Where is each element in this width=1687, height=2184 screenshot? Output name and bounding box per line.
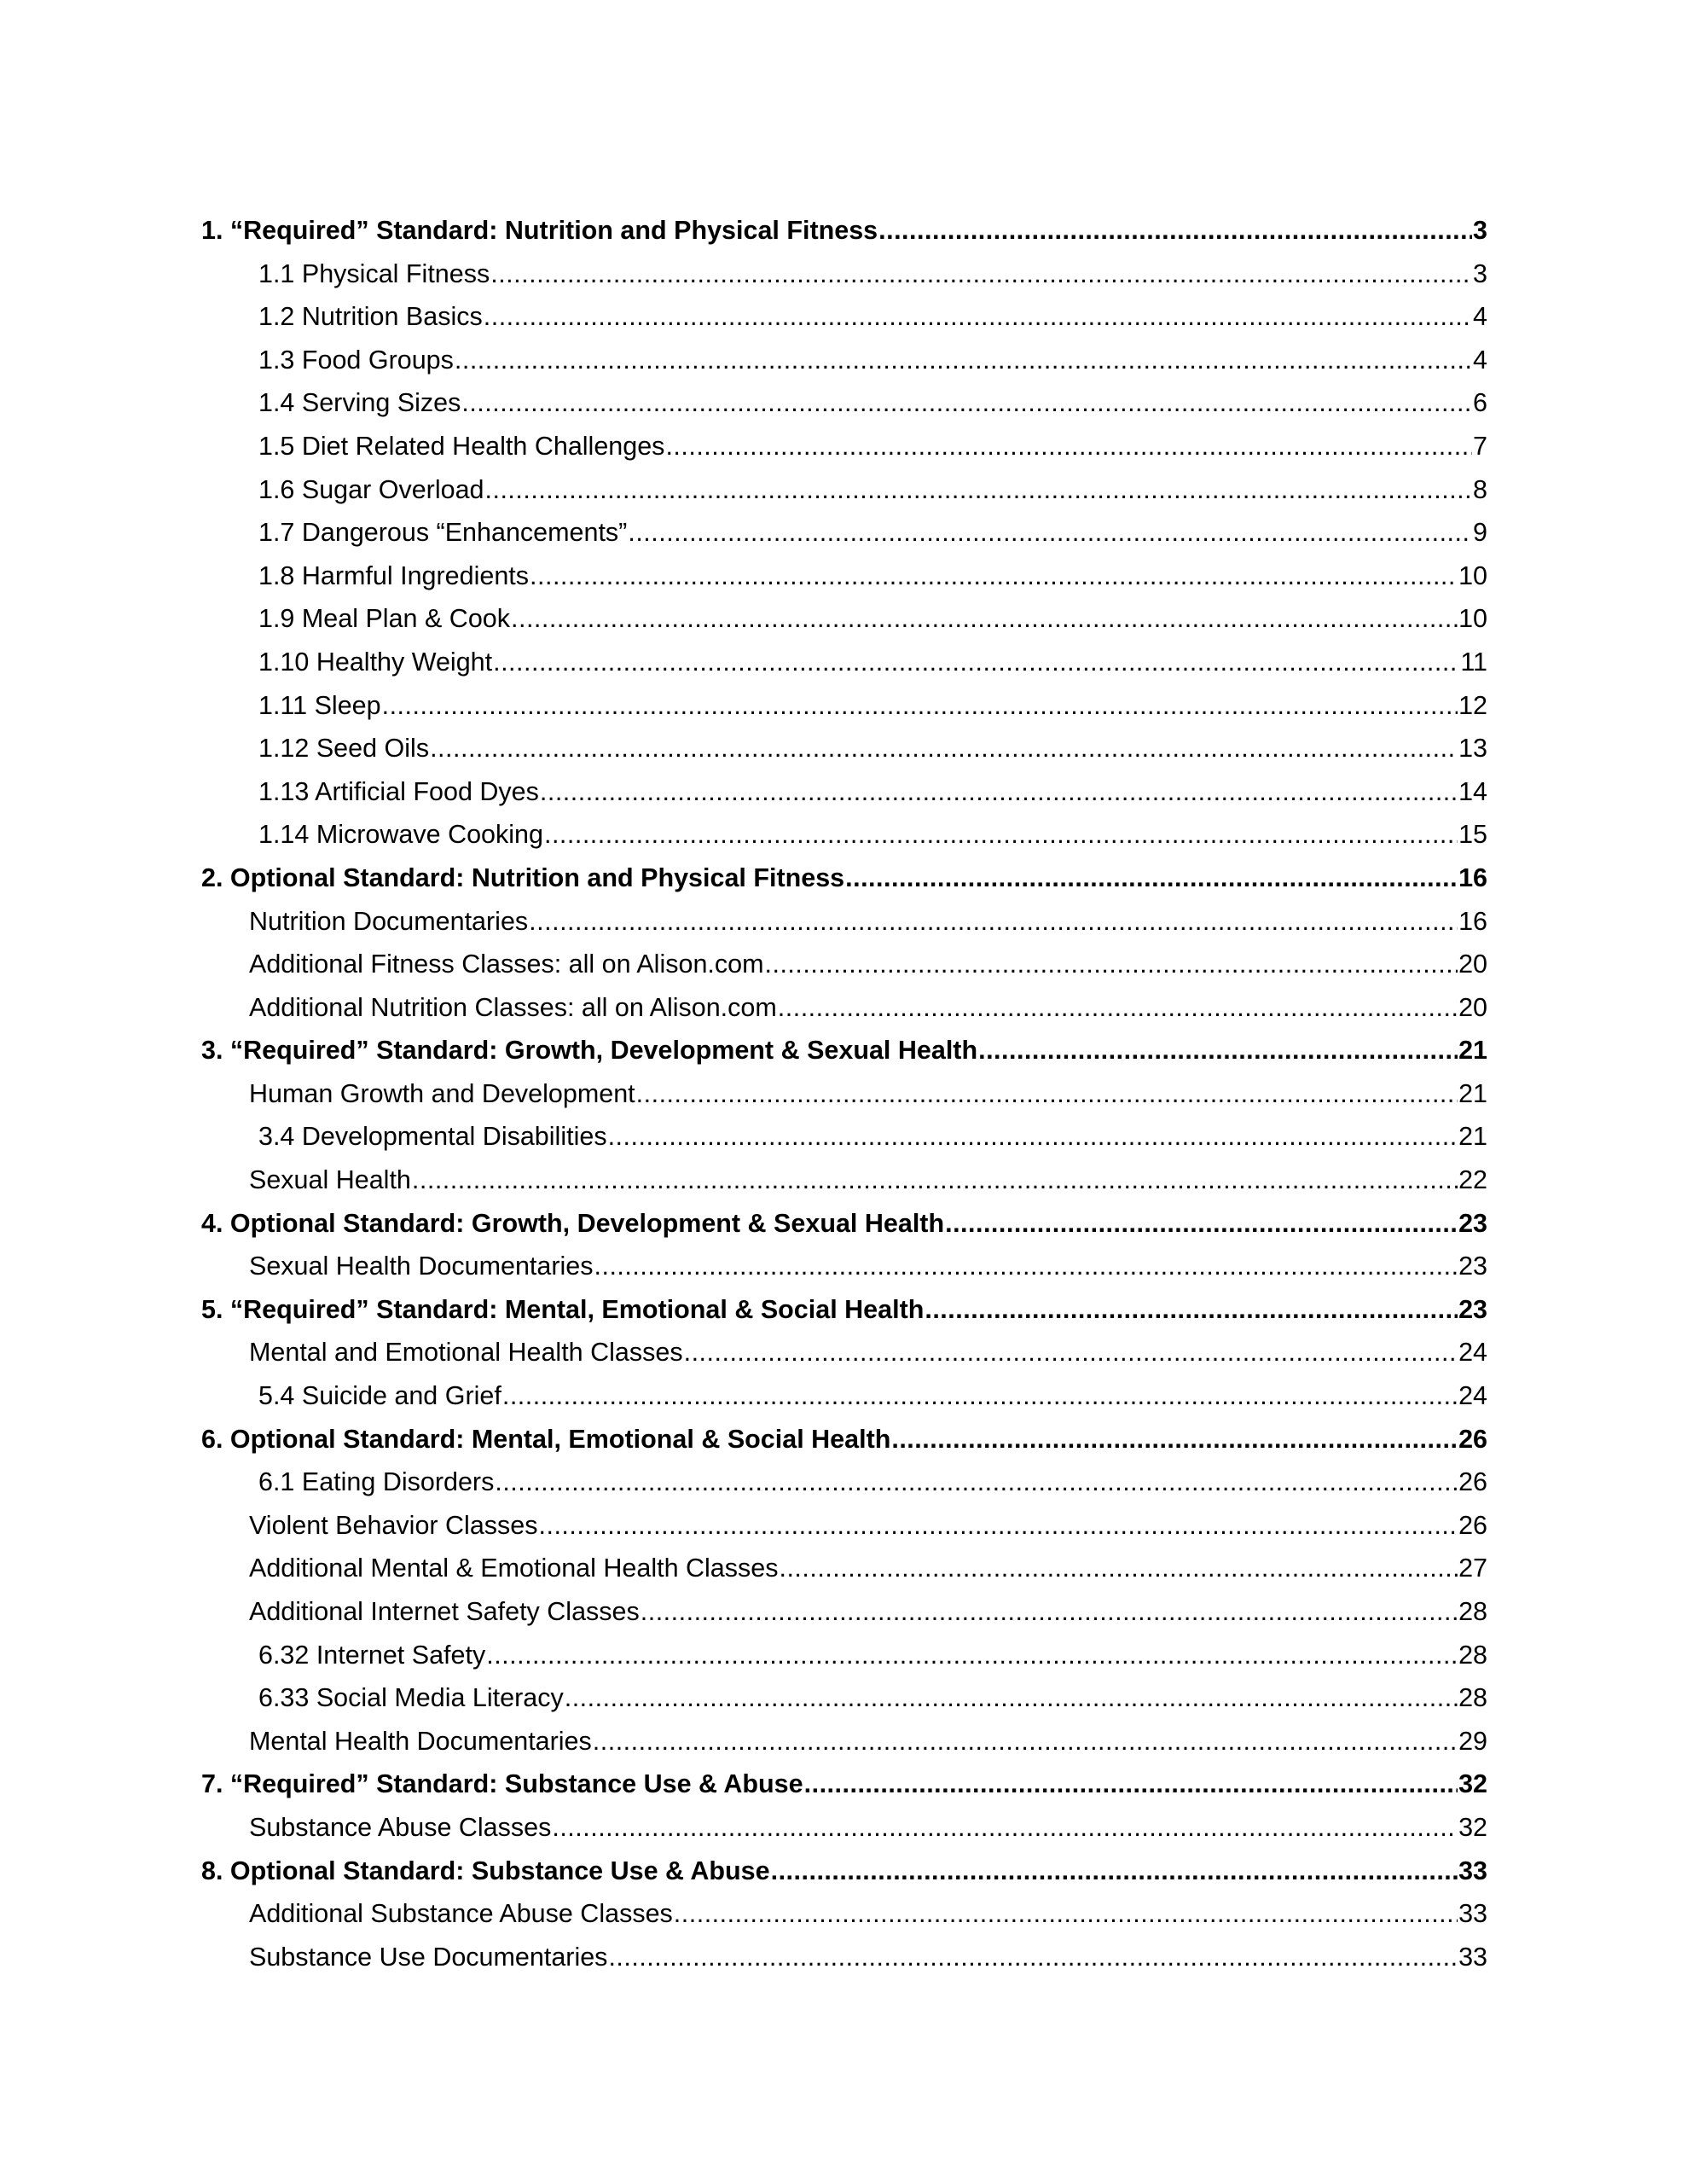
toc-subsection-entry[interactable] [201,1159,1487,1202]
toc-dot-leader [540,770,1458,814]
toc-subsection-entry[interactable] [201,339,1487,382]
toc-entry-title: Human Growth and Development [249,1078,635,1108]
toc-entry-page-number: 28 [1458,1683,1487,1713]
toc-entry-page-number: 16 [1458,906,1487,936]
toc-entry-title: 6. Optional Standard: Mental, Emotional & Social Health [201,1424,891,1454]
toc-entry-title: 5.4 Suicide and Grief [258,1381,501,1411]
toc-entry-page-number: 32 [1458,1812,1487,1842]
toc-section-heading[interactable] [201,1418,1487,1461]
toc-entry-title: Mental Health Documentaries [249,1726,592,1756]
toc-entry-title: 1.11 Sleep [258,690,381,720]
toc-dot-leader [485,468,1473,512]
toc-entry-title: Additional Mental & Emotional Health Classes [249,1554,779,1583]
toc-subsection-entry[interactable] [201,381,1487,425]
toc-entry-page-number: 26 [1458,1510,1487,1540]
table-of-contents [201,209,1487,1978]
toc-section-heading[interactable] [201,1850,1487,1893]
toc-entry-page-number: 4 [1473,302,1487,332]
toc-entry-title: Substance Use Documentaries [249,1942,608,1972]
toc-entry-title: 8. Optional Standard: Substance Use & Abuse [201,1856,770,1885]
toc-entry-page-number: 28 [1458,1597,1487,1626]
toc-dot-leader [608,1936,1458,1979]
toc-entry-title: Nutrition Documentaries [249,906,529,936]
toc-entry-page-number: 10 [1458,561,1487,590]
toc-dot-leader [455,339,1472,382]
toc-entry-page-number: 24 [1458,1338,1487,1368]
toc-entry-page-number: 21 [1458,1036,1487,1066]
toc-dot-leader [552,1806,1458,1850]
toc-subsection-entry[interactable] [201,770,1487,814]
toc-entry-page-number: 21 [1458,1122,1487,1152]
toc-section-heading[interactable] [201,209,1487,253]
toc-dot-leader [412,1159,1458,1202]
toc-section-heading[interactable] [201,1288,1487,1332]
toc-dot-leader [804,1763,1458,1806]
toc-subsection-entry[interactable] [201,1806,1487,1850]
toc-dot-leader [529,900,1458,944]
toc-dot-leader [484,295,1472,339]
toc-entry-title: 4. Optional Standard: Growth, Development & Sexual Health [201,1208,945,1238]
toc-entry-title: 1.2 Nutrition Basics [258,302,483,332]
toc-dot-leader [486,1634,1458,1677]
toc-dot-leader [641,1590,1458,1634]
toc-subsection-entry[interactable] [201,1504,1487,1548]
toc-entry-title: Sexual Health [249,1165,411,1195]
toc-entry-page-number: 32 [1458,1769,1487,1799]
toc-entry-page-number: 3 [1473,216,1487,245]
toc-section-heading[interactable] [201,857,1487,900]
toc-entry-page-number: 3 [1473,258,1487,288]
toc-entry-title: 1.6 Sugar Overload [258,474,484,504]
toc-dot-leader [461,381,1472,425]
toc-dot-leader [430,727,1458,770]
toc-dot-leader [495,1461,1458,1504]
toc-entry-title: 1.1 Physical Fitness [258,258,490,288]
toc-subsection-entry[interactable] [201,813,1487,857]
toc-subsection-entry[interactable] [201,641,1487,684]
toc-entry-page-number: 22 [1458,1165,1487,1195]
toc-dot-leader [878,209,1472,253]
toc-entry-title: 3.4 Developmental Disabilities [258,1122,607,1152]
toc-dot-leader [530,555,1458,598]
toc-section-heading[interactable] [201,1029,1487,1072]
toc-entry-page-number: 21 [1458,1078,1487,1108]
toc-subsection-entry[interactable] [201,597,1487,641]
toc-entry-page-number: 4 [1473,345,1487,375]
toc-section-heading[interactable] [201,1763,1487,1806]
toc-subsection-entry[interactable] [201,511,1487,555]
toc-subsection-entry[interactable] [201,986,1487,1030]
toc-entry-page-number: 20 [1458,992,1487,1022]
toc-dot-leader [945,1202,1458,1246]
toc-dot-leader [382,684,1458,728]
toc-entry-title: 5. “Required” Standard: Mental, Emotional & Social Health [201,1294,925,1324]
toc-entry-page-number: 8 [1473,474,1487,504]
toc-entry-title: 1.13 Artificial Food Dyes [258,776,539,806]
toc-dot-leader [490,253,1472,296]
toc-entry-page-number: 10 [1458,604,1487,634]
toc-entry-page-number: 26 [1458,1467,1487,1497]
toc-entry-page-number: 15 [1458,820,1487,850]
toc-dot-leader [502,1374,1458,1418]
toc-entry-page-number: 23 [1458,1252,1487,1281]
toc-dot-leader [511,597,1458,641]
toc-entry-title: 1.8 Harmful Ingredients [258,561,530,590]
toc-subsection-entry[interactable] [201,1331,1487,1374]
toc-subsection-entry[interactable] [201,253,1487,296]
toc-entry-title: Additional Substance Abuse Classes [249,1899,673,1929]
toc-entry-title: 1.12 Seed Oils [258,734,430,764]
toc-dot-leader [674,1892,1458,1936]
toc-subsection-entry[interactable] [201,1720,1487,1763]
toc-subsection-entry[interactable] [201,900,1487,944]
toc-subsection-entry[interactable] [201,1115,1487,1159]
toc-entry-title: 3. “Required” Standard: Growth, Development & Sexual Health [201,1036,978,1066]
toc-entry-page-number: 12 [1458,690,1487,720]
toc-entry-page-number: 33 [1458,1942,1487,1972]
toc-subsection-entry[interactable] [201,555,1487,598]
toc-entry-title: Substance Abuse Classes [249,1812,552,1842]
toc-entry-title: 1.5 Diet Related Health Challenges [258,431,665,461]
toc-subsection-entry[interactable] [201,1547,1487,1590]
toc-entry-page-number: 7 [1473,431,1487,461]
toc-subsection-entry[interactable] [201,1676,1487,1720]
toc-subsection-entry[interactable] [201,943,1487,986]
toc-dot-leader [593,1720,1458,1763]
toc-entry-title: 1.14 Microwave Cooking [258,820,543,850]
toc-dot-leader [544,813,1458,857]
toc-subsection-entry[interactable] [201,295,1487,339]
toc-entry-title: Sexual Health Documentaries [249,1252,594,1281]
toc-entry-page-number: 23 [1458,1294,1487,1324]
toc-section-heading[interactable] [201,1202,1487,1246]
toc-subsection-entry[interactable] [201,1245,1487,1288]
toc-subsection-entry[interactable] [201,727,1487,770]
toc-entry-title: Violent Behavior Classes [249,1510,538,1540]
toc-dot-leader [845,857,1458,900]
toc-entry-page-number: 23 [1458,1208,1487,1238]
toc-entry-page-number: 27 [1458,1554,1487,1583]
toc-entry-page-number: 14 [1458,776,1487,806]
toc-entry-title: 1.10 Healthy Weight [258,647,493,677]
toc-subsection-entry[interactable] [201,1634,1487,1677]
toc-entry-page-number: 13 [1458,734,1487,764]
toc-subsection-entry[interactable] [201,425,1487,468]
toc-subsection-entry[interactable] [201,1590,1487,1634]
toc-dot-leader [539,1504,1458,1548]
toc-subsection-entry[interactable] [201,684,1487,728]
toc-entry-page-number: 24 [1458,1381,1487,1411]
toc-dot-leader [493,641,1459,684]
toc-subsection-entry[interactable] [201,1374,1487,1418]
toc-dot-leader [628,511,1472,555]
toc-entry-title: 1.7 Dangerous “Enhancements” [258,518,628,548]
toc-dot-leader [978,1029,1458,1072]
toc-entry-title: 6.32 Internet Safety [258,1640,486,1670]
toc-entry-title: 6.1 Eating Disorders [258,1467,495,1497]
toc-entry-page-number: 20 [1458,950,1487,979]
toc-entry-title: Additional Fitness Classes: all on Alison.com [249,950,764,979]
toc-entry-page-number: 11 [1460,647,1487,677]
toc-subsection-entry[interactable] [201,1072,1487,1116]
toc-entry-title: 7. “Required” Standard: Substance Use & Abuse [201,1769,803,1799]
toc-entry-title: 1.3 Food Groups [258,345,454,375]
toc-entry-page-number: 29 [1458,1726,1487,1756]
toc-entry-title: Additional Internet Safety Classes [249,1597,640,1626]
toc-entry-title: 6.33 Social Media Literacy [258,1683,564,1713]
toc-dot-leader [778,986,1458,1030]
toc-dot-leader [565,1676,1458,1720]
toc-subsection-entry[interactable] [201,1461,1487,1504]
toc-entry-title: 2. Optional Standard: Nutrition and Physical Fitness [201,863,845,892]
toc-entry-title: 1.9 Meal Plan & Cook [258,604,510,634]
toc-dot-leader [608,1115,1458,1159]
toc-entry-title: 1.4 Serving Sizes [258,388,461,418]
toc-dot-leader [891,1418,1458,1461]
toc-entry-title: 1. “Required” Standard: Nutrition and Physical Fitness [201,216,878,245]
toc-entry-page-number: 6 [1473,388,1487,418]
toc-entry-page-number: 28 [1458,1640,1487,1670]
toc-entry-title: Mental and Emotional Health Classes [249,1338,683,1368]
toc-dot-leader [771,1850,1458,1893]
toc-entry-title: Additional Nutrition Classes: all on Alison.com [249,992,777,1022]
toc-entry-page-number: 9 [1473,518,1487,548]
toc-dot-leader [779,1547,1458,1590]
toc-subsection-entry[interactable] [201,1892,1487,1936]
toc-dot-leader [636,1072,1458,1116]
toc-dot-leader [765,943,1458,986]
toc-dot-leader [665,425,1472,468]
toc-dot-leader [925,1288,1458,1332]
toc-entry-page-number: 33 [1458,1856,1487,1885]
toc-entry-page-number: 33 [1458,1899,1487,1929]
toc-subsection-entry[interactable] [201,1936,1487,1979]
toc-entry-page-number: 26 [1458,1424,1487,1454]
toc-dot-leader [684,1331,1458,1374]
toc-dot-leader [594,1245,1458,1288]
toc-subsection-entry[interactable] [201,468,1487,512]
toc-entry-page-number: 16 [1458,863,1487,892]
